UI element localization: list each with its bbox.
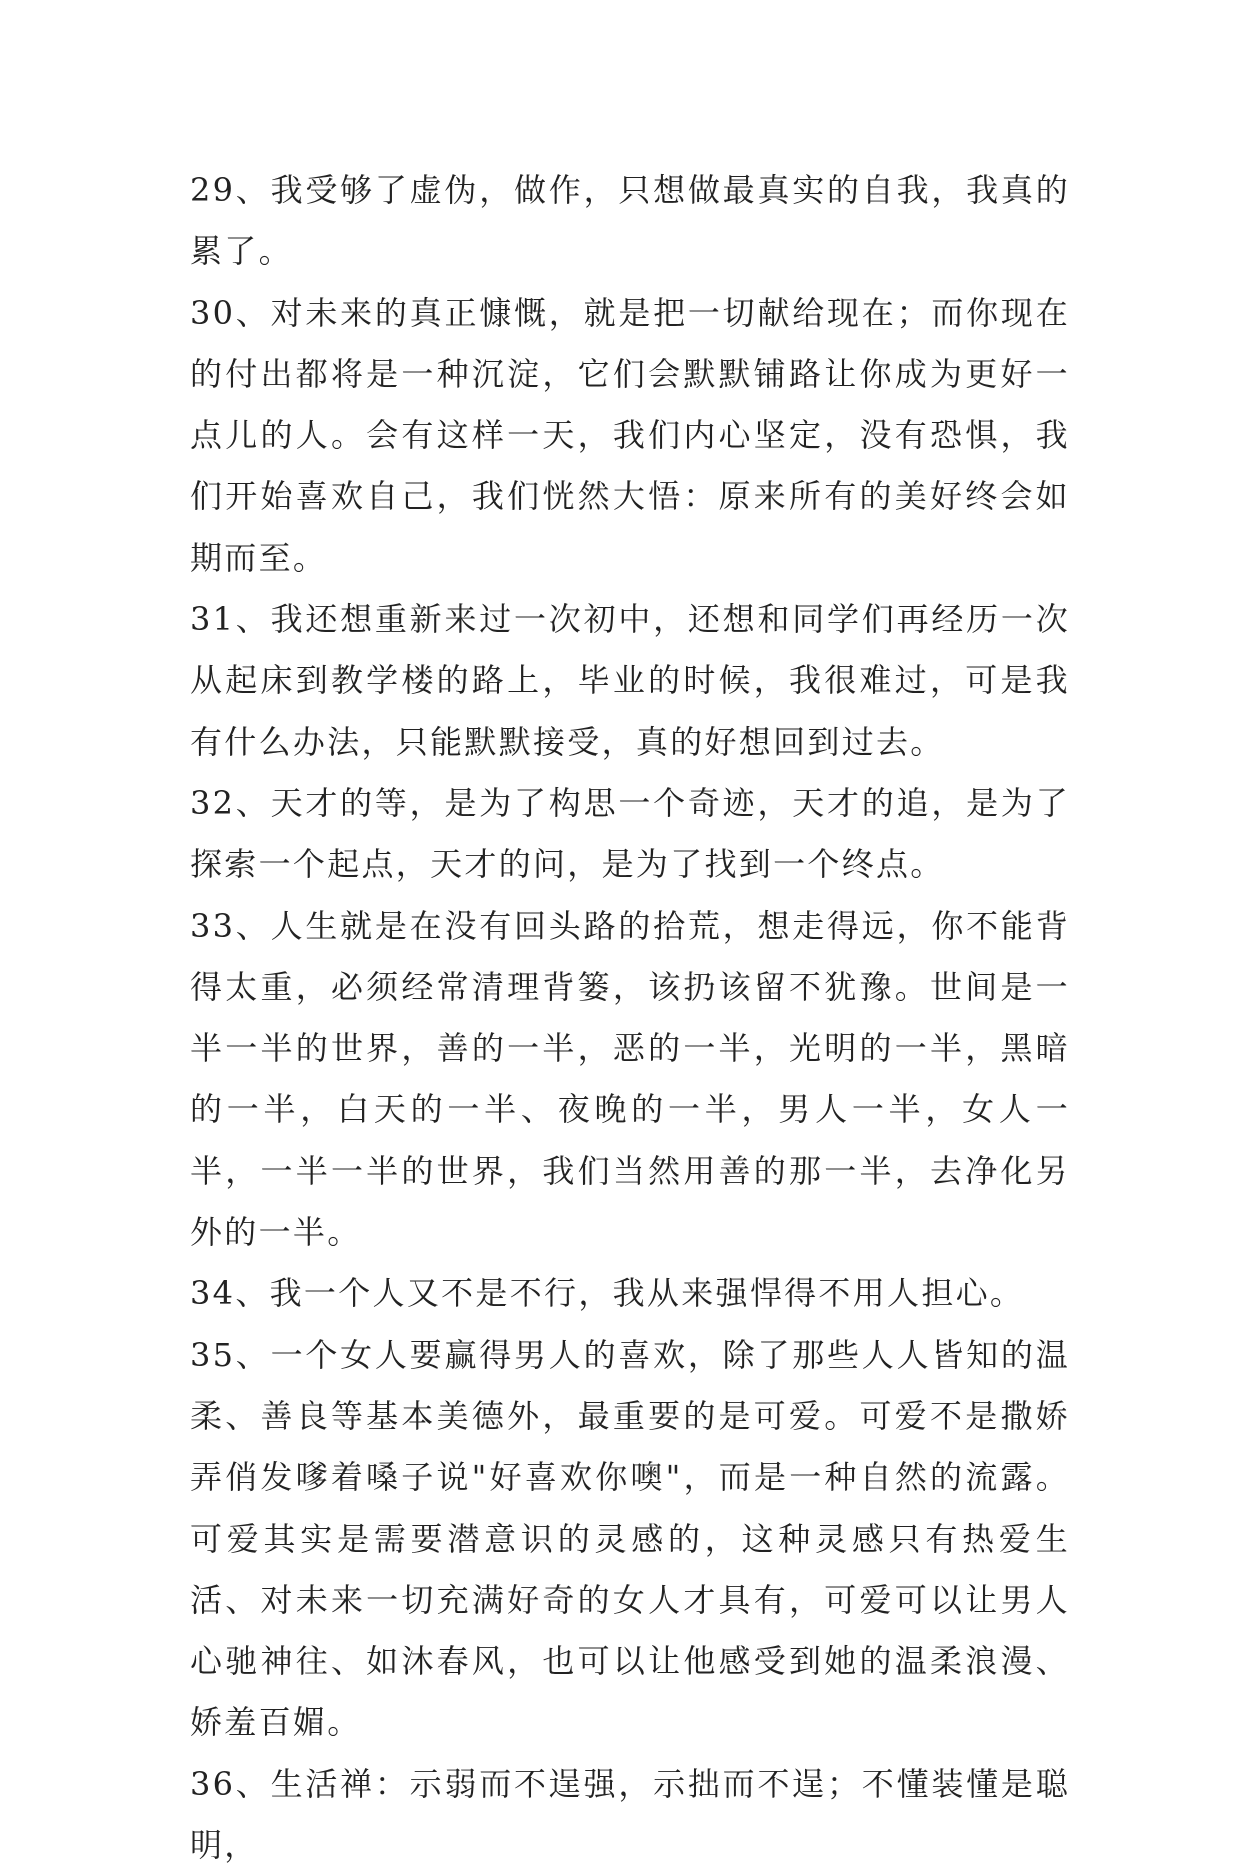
paragraph-34: 34、我一个人又不是不行，我从来强悍得不用人担心。	[190, 1274, 1025, 1313]
paragraph-35: 35、一个女人要赢得男人的喜欢，除了那些人人皆知的温柔、善良等基本美德外，最重要的是可爱。可爱不是撒娇弄俏发嗲着嗓子说"好喜欢你噢"，而是一种自然的流露。可爱其实是需要潜意识的灵感的，这种灵感只有热爱生活、对未来一切充满好奇的女人才具有，可爱可以让男人心驰神往、如沐春风，也可以让他感受到她的温柔浪漫、娇羞百媚。	[190, 1335, 1070, 1742]
paragraph-29: 29、我受够了虚伪，做作，只想做最真实的自我，我真的累了。	[190, 171, 1070, 271]
paragraph-36: 36、生活禅：示弱而不逞强，示拙而不逞；不懂装懂是聪明，	[190, 1764, 1070, 1865]
text-body	[190, 160, 1070, 1876]
paragraph-33: 33、人生就是在没有回头路的拾荒，想走得远，你不能背得太重，必须经常清理背篓，该扔该留不犹豫。世间是一半一半的世界，善的一半，恶的一半，光明的一半，黑暗的一半，白天的一半、夜晚的一半，男人一半，女人一半，一半一半的世界，我们当然用善的那一半，去净化另外的一半。	[190, 906, 1070, 1252]
paragraph-32: 32、天才的等，是为了构思一个奇迹，天才的追，是为了探索一个起点，天才的问，是为了找到一个终点。	[190, 783, 1070, 884]
paragraph-31: 31、我还想重新来过一次初中，还想和同学们再经历一次从起床到教学楼的路上，毕业的时候，我很难过，可是我有什么办法，只能默默接受，真的好想回到过去。	[190, 600, 1070, 761]
paragraph-30: 30、对未来的真正慷慨，就是把一切献给现在；而你现在的付出都将是一种沉淀，它们会默默铺路让你成为更好一点儿的人。会有这样一天，我们内心坚定，没有恐惧，我们开始喜欢自己，我们恍然大悟：原来所有的美好终会如期而至。	[190, 293, 1070, 577]
